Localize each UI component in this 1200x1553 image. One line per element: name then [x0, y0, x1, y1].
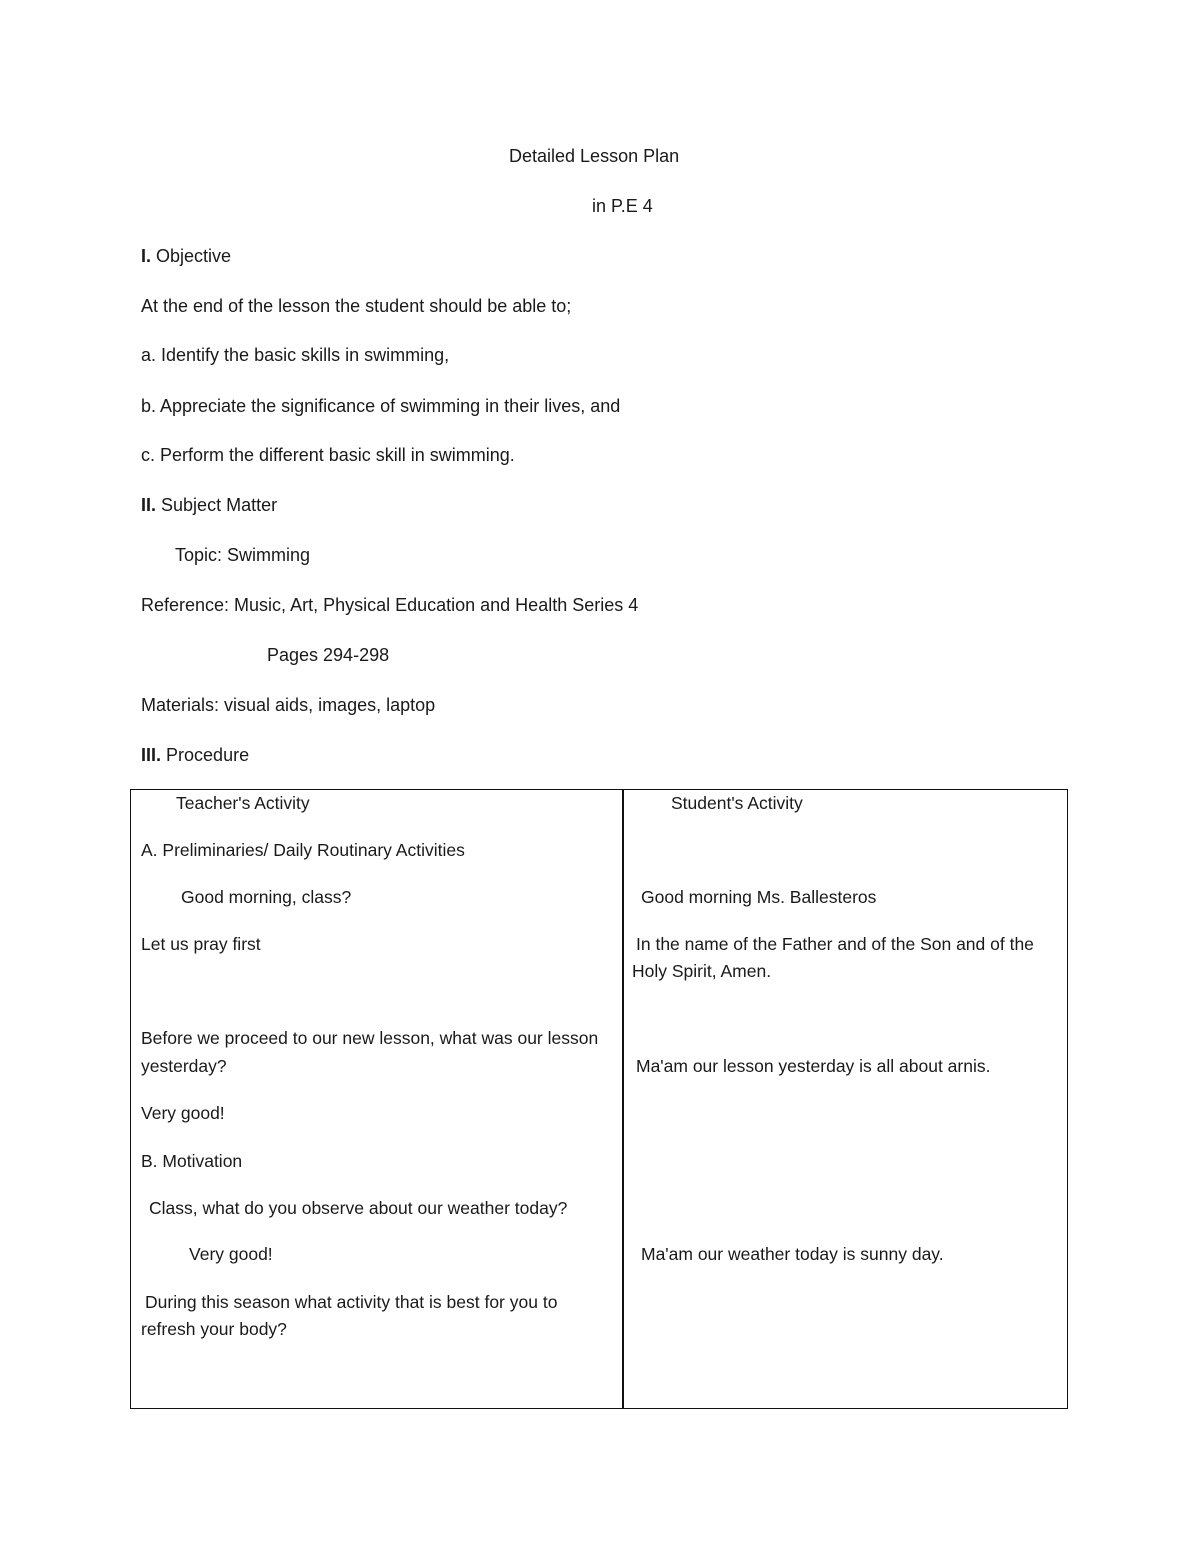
procedure-heading — [141, 744, 249, 766]
objective-item-a: a. Identify the basic skills in swimming, — [141, 345, 450, 365]
teacher-activity-header: Teacher's Activity — [176, 793, 310, 813]
subject-matter-heading-text: Subject Matter — [161, 495, 278, 515]
subject-topic: Topic: Swimming — [175, 545, 311, 565]
teacher-line: Let us pray first — [141, 934, 261, 954]
student-line: In the name of the Father and of the Son and of the — [636, 934, 1034, 954]
objective-heading-text: Objective — [156, 246, 232, 266]
student-line: Holy Spirit, Amen. — [632, 961, 772, 981]
subject-matter-heading — [141, 494, 277, 516]
teacher-line: B. Motivation — [141, 1151, 243, 1171]
teacher-line: During this season what activity that is best for you to — [145, 1292, 558, 1312]
student-line: Good morning Ms. Ballesteros — [641, 887, 877, 907]
subject-reference: Reference: Music, Art, Physical Education and Health Series 4 — [141, 595, 639, 615]
procedure-table — [130, 789, 1068, 1409]
objective-heading — [141, 245, 231, 267]
student-line: Ma'am our weather today is sunny day. — [641, 1244, 944, 1264]
teacher-line: Class, what do you observe about our weather today? — [149, 1198, 568, 1218]
procedure-heading-text: Procedure — [166, 745, 250, 765]
objective-item-c: c. Perform the different basic skill in swimming. — [141, 445, 515, 465]
teacher-line: Before we proceed to our new lesson, what was our lesson — [141, 1028, 599, 1048]
student-activity-header: Student's Activity — [671, 793, 803, 813]
objective-intro: At the end of the lesson the student should be able to; — [141, 296, 572, 316]
subject-materials: Materials: visual aids, images, laptop — [141, 695, 436, 715]
teacher-line: Very good! — [141, 1103, 225, 1123]
objective-item-b: b. Appreciate the significance of swimming in their lives, and — [141, 396, 621, 416]
procedure-numeral: III. — [141, 745, 162, 765]
student-line: Ma'am our lesson yesterday is all about arnis. — [636, 1056, 991, 1076]
objective-numeral: I. — [141, 246, 152, 266]
subject-pages: Pages 294-298 — [267, 645, 390, 665]
subject-matter-numeral: II. — [141, 495, 157, 515]
teacher-line: A. Preliminaries/ Daily Routinary Activities — [141, 840, 465, 860]
teacher-line: yesterday? — [141, 1056, 227, 1076]
teacher-line: Good morning, class? — [181, 887, 352, 907]
document-title: Detailed Lesson Plan — [509, 146, 680, 166]
column-divider — [622, 790, 624, 1408]
teacher-line: Very good! — [189, 1244, 273, 1264]
teacher-line: refresh your body? — [141, 1319, 287, 1339]
document-subtitle: in P.E 4 — [592, 196, 653, 216]
